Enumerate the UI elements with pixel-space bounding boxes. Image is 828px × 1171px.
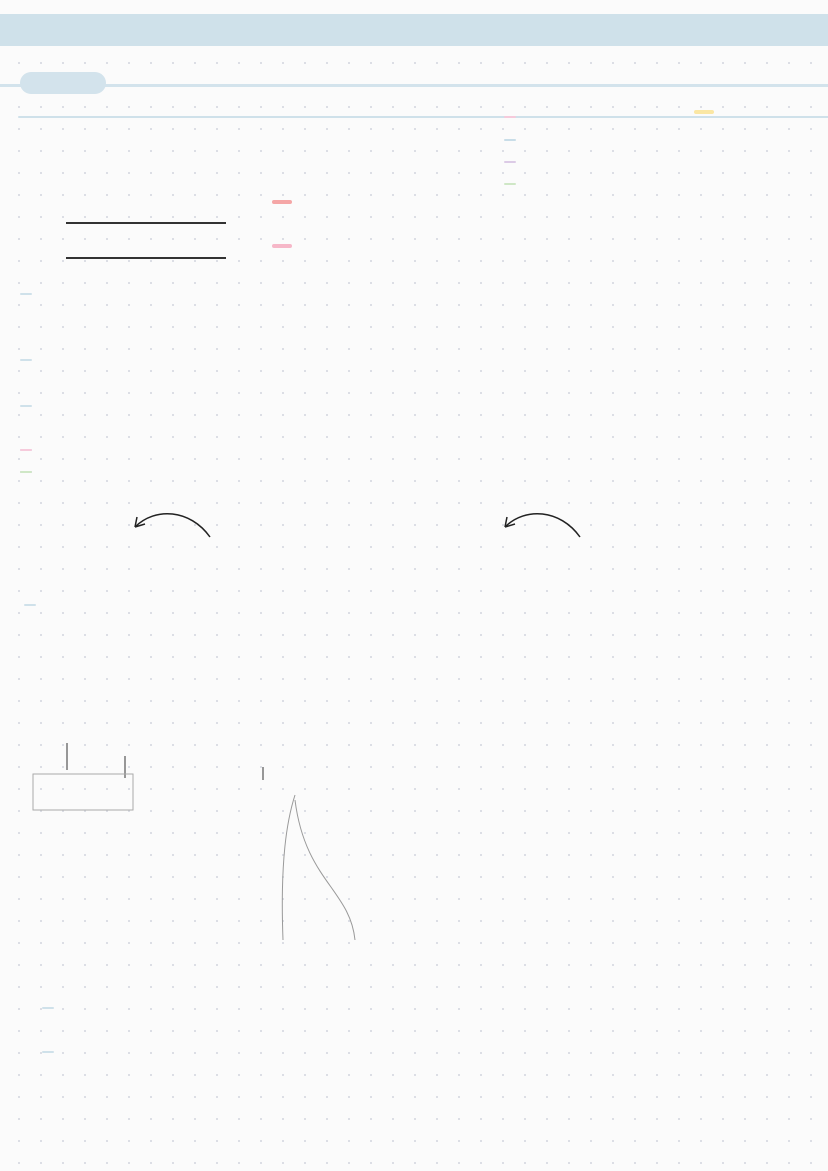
section-divider bbox=[0, 84, 828, 87]
coding-tag bbox=[272, 244, 292, 248]
bond-at bbox=[90, 534, 98, 559]
coding-line bbox=[66, 257, 226, 259]
at-arrow bbox=[110, 505, 230, 545]
bond-cg bbox=[448, 534, 456, 559]
title-highlight bbox=[0, 14, 828, 46]
section-highlight bbox=[20, 72, 106, 94]
matrix-tag bbox=[272, 200, 292, 204]
dna-diagram bbox=[25, 740, 370, 950]
formula-phosphate bbox=[694, 110, 714, 114]
matrix-line bbox=[66, 222, 226, 224]
cg-arrow bbox=[480, 505, 600, 545]
